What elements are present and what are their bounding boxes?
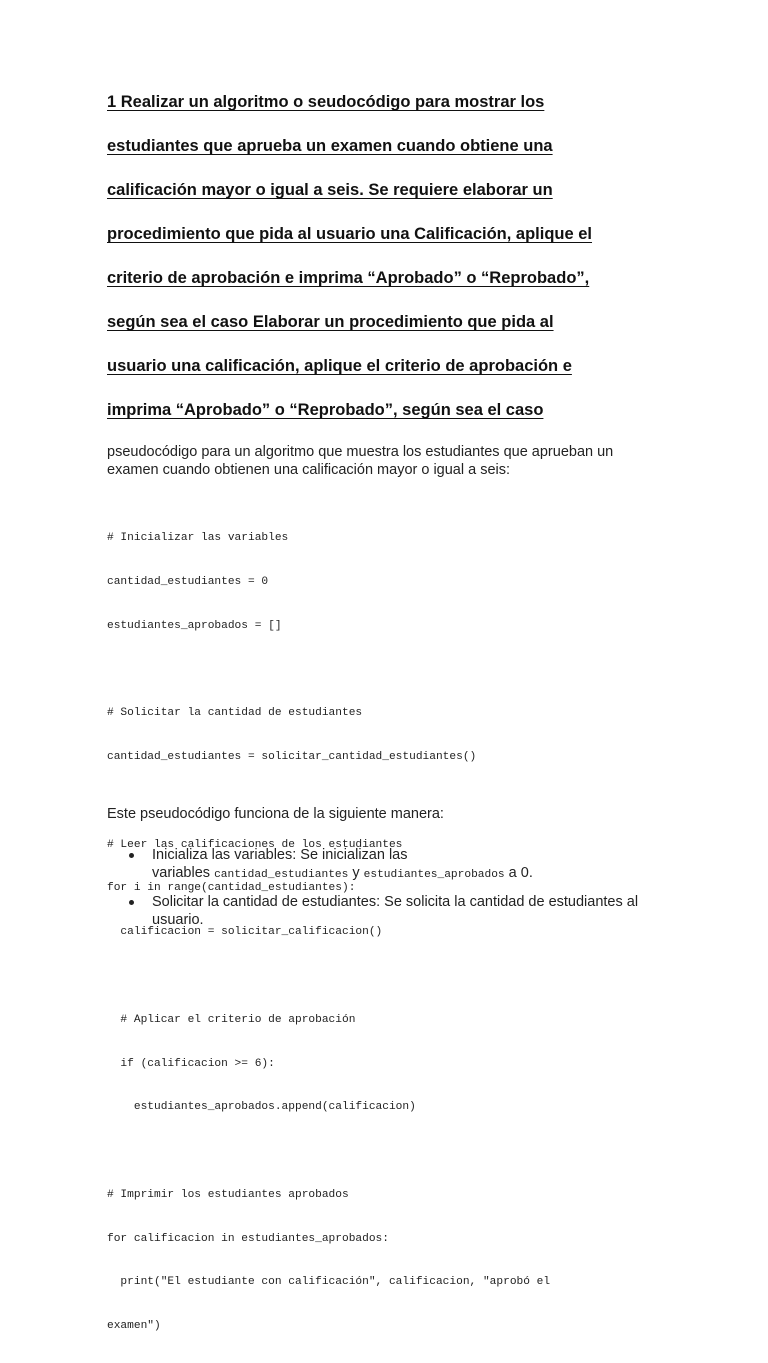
heading-line: criterio de aprobación e imprima “Aprobado” o “Reprobado”, [107, 269, 590, 287]
heading-line: calificación mayor o igual a seis. Se requiere elaborar un [107, 181, 553, 199]
code-line: # Imprimir los estudiantes aprobados [107, 1188, 349, 1201]
code-line: for calificacion in estudiantes_aprobados: [107, 1232, 389, 1245]
code-line: # Leer las calificaciones de los estudiantes [107, 838, 403, 851]
code-line: # Solicitar la cantidad de estudiantes [107, 707, 363, 720]
heading-line: según sea el caso Elaborar un procedimiento que pida al [107, 313, 554, 331]
code-line: # Inicializar las variables [107, 532, 289, 545]
code-line: print("El estudiante con calificación", calificacion, "aprobó el [107, 1276, 551, 1289]
bullet-icon [129, 900, 134, 905]
code-line: calificacion = solicitar_calificacion() [107, 926, 383, 939]
intro-line: examen cuando obtienen una calificación mayor o igual a seis: [107, 462, 511, 478]
list-item-text: variables [152, 865, 215, 881]
code-line: cantidad_estudiantes = solicitar_cantidad_estudiantes() [107, 751, 477, 764]
code-line: # Aplicar el criterio de aprobación [107, 1013, 356, 1026]
heading-line: procedimiento que pida al usuario una Calificación, aplique el [107, 225, 593, 243]
code-line: if (calificacion >= 6): [107, 1057, 275, 1070]
code-line: cantidad_estudiantes = 0 [107, 575, 269, 588]
heading-line: 1 Realizar un algoritmo o seudocódigo para mostrar los [107, 93, 545, 111]
list-item-text: usuario. [152, 912, 204, 928]
heading-line: usuario una calificación, aplique el criterio de aprobación e [107, 357, 572, 375]
heading-line: estudiantes que aprueba un examen cuando obtiene una [107, 137, 553, 155]
code-line [107, 1144, 667, 1159]
explanation-intro: Este pseudocódigo funciona de la siguiente manera: [107, 806, 444, 822]
bullet-icon [129, 853, 134, 858]
code-line: examen") [107, 1320, 161, 1333]
exercise-heading [107, 80, 667, 432]
code-line: estudiantes_aprobados.append(calificacion) [107, 1101, 416, 1114]
code-line [107, 969, 667, 984]
list-item-text: Solicitar la cantidad de estudiantes: Se solicita la cantidad de estudiantes al [152, 894, 639, 910]
intro-paragraph [107, 443, 667, 479]
code-line [107, 663, 667, 678]
list-item [107, 846, 687, 884]
code-line: for i in range(cantidad_estudiantes): [107, 882, 356, 895]
list-item-text: a 0. [504, 865, 533, 881]
list-item-text [152, 864, 687, 884]
heading-line: imprima “Aprobado” o “Reprobado”, según sea el caso [107, 401, 544, 419]
intro-line: pseudocódigo para un algoritmo que muestra los estudiantes que aprueban un [107, 444, 614, 460]
explanation-list [107, 846, 687, 938]
list-item [107, 893, 687, 929]
inline-code: estudiantes_aprobados [363, 869, 505, 881]
list-item-text: Inicializa las variables: Se inicializan las [152, 847, 408, 863]
code-line: estudiantes_aprobados = [] [107, 619, 282, 632]
list-item-text: y [348, 865, 364, 881]
inline-code: cantidad_estudiantes [214, 869, 349, 881]
